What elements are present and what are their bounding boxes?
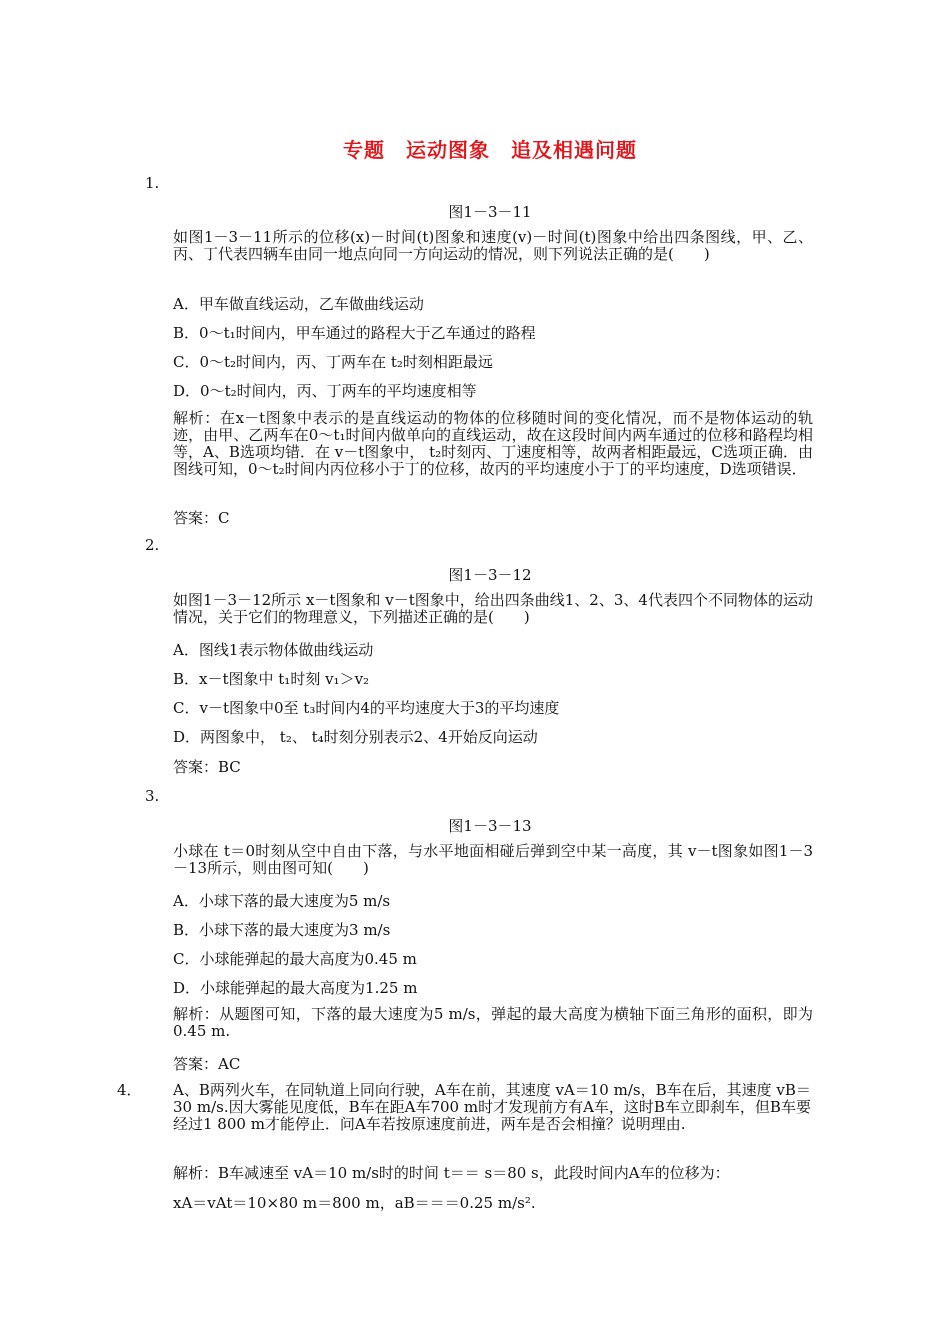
question-1-answer: 答案：C (173, 509, 230, 527)
question-2-stem: 如图1－3－12所示 x－t图象和 v－t图象中，给出四条曲线1、2、3、4代表四个不同物体的运动情况，关于它们的物理意义，下列描述正确的是( ) (173, 591, 813, 626)
question-3-analysis: 解析：从题图可知，下落的最大速度为5 m/s，弹起的最大高度为横轴下面三角形的面积，即为0.45 m. (173, 1005, 813, 1040)
question-3-stem: 小球在 t＝0时刻从空中自由下落，与水平地面相碰后弹到空中某一高度，其 v－t图象如图1－3－13所示，则由图可知( ) (173, 842, 813, 877)
question-2-number: 2. (145, 536, 160, 554)
question-2-figure-caption: 图1－3－12 (448, 566, 532, 584)
question-3-option-a: A．小球下落的最大速度为5 m/s (173, 892, 391, 910)
question-4-number: 4． (117, 1081, 142, 1099)
question-1-option-d: D．0～t₂时间内，丙、丁两车的平均速度相等 (173, 382, 477, 400)
question-3-number: 3. (145, 787, 160, 805)
question-4-stem-row (117, 1081, 813, 1133)
question-1-figure-caption: 图1－3－11 (448, 203, 532, 221)
question-3-option-d: D．小球能弹起的最大高度为1.25 m (173, 979, 418, 997)
question-2-option-c: C．v－t图象中0至 t₃时间内4的平均速度大于3的平均速度 (173, 699, 560, 717)
question-1-analysis: 解析：在x－t图象中表示的是直线运动的物体的位移随时间的变化情况，而不是物体运动的轨迹，由甲、乙两车在0～t₁时间内做单向的直线运动，故在这段时间内两车通过的位移和路程均相等，A、B选项均错．在 v－t图象中， t₂时刻丙、丁速度相等，故两者相距最远，C选项正确．由图线可知，0～t₂时间内丙位移小于丁的位移，故丙的平均速度小于丁的平均速度，D选项错误． (173, 409, 813, 478)
document-title: 专题 运动图象 追及相遇问题 (343, 138, 637, 162)
question-2-option-d: D．两图象中， t₂、 t₄时刻分别表示2、4开始反向运动 (173, 728, 538, 746)
question-3-option-c: C．小球能弹起的最大高度为0.45 m (173, 950, 417, 968)
question-3-answer: 答案：AC (173, 1055, 241, 1073)
question-1-stem: 如图1－3－11所示的位移(x)－时间(t)图象和速度(v)－时间(t)图象中给出四条图线，甲、乙、丙、丁代表四辆车由同一地点向同一方向运动的情况，则下列说法正确的是( ) (173, 228, 813, 263)
question-1-option-c: C．0～t₂时间内，丙、丁两车在 t₂时刻相距最远 (173, 353, 493, 371)
question-1-number: 1. (145, 174, 160, 192)
question-2-option-b: B．x－t图象中 t₁时刻 v₁＞v₂ (173, 670, 370, 688)
question-4-analysis: 解析：B车减速至 vA＝10 m/s时的时间 t＝＝ s＝80 s，此段时间内A车的位移为： (173, 1164, 730, 1182)
question-1-option-a: A．甲车做直线运动，乙车做曲线运动 (173, 295, 424, 313)
question-4-stem: A、B两列火车，在同轨道上同向行驶，A车在前，其速度 vA＝10 m/s，B车在后，其速度 vB＝30 m/s.因大雾能见度低，B车在距A车700 m时才发现前方有A车，这时B车立即刹车，但B车要经过1 800 m才能停止．问A车若按原速度前进，两车是否会相撞？说明理由. (173, 1081, 811, 1133)
question-3-figure-caption: 图1－3－13 (448, 817, 532, 835)
question-1-option-b: B．0～t₁时间内，甲车通过的路程大于乙车通过的路程 (173, 324, 536, 342)
question-2-answer: 答案：BC (173, 758, 241, 776)
question-2-option-a: A．图线1表示物体做曲线运动 (173, 641, 374, 659)
question-4-block (117, 1081, 813, 1133)
question-3-option-b: B．小球下落的最大速度为3 m/s (173, 921, 391, 939)
question-4-formula: xA＝vAt＝10×80 m＝800 m，aB＝＝＝0.25 m/s². (173, 1194, 536, 1212)
